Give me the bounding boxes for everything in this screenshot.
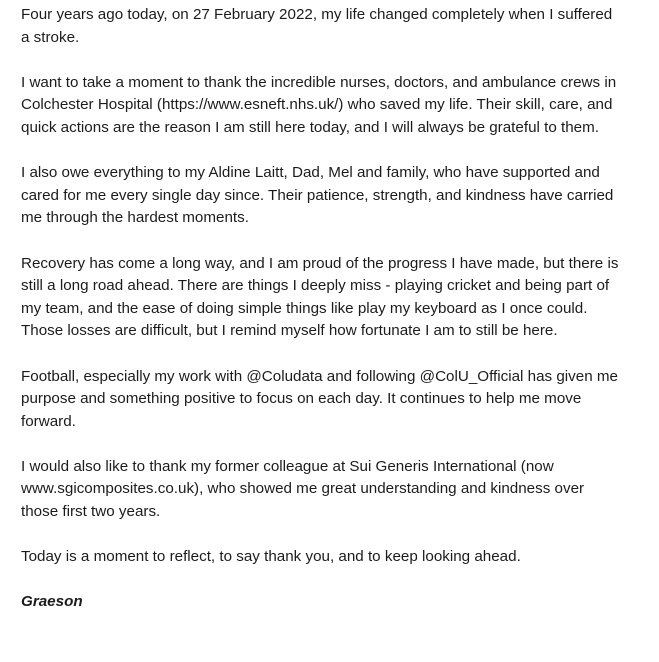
paragraph-thanks-hospital: I want to take a moment to thank the incredible nurses, doctors, and ambulance crews in Colchester Hospital (https://www.esneft.nhs.uk/) who saved my life. Their skill, care, and quick actions are the reason I am still here today, and I will always be grateful to them. — [21, 73, 617, 136]
signature: Graeson — [21, 593, 83, 611]
paragraph-stroke-anniversary: Four years ago today, on 27 February 2022, my life changed completely when I suffered a stroke. — [21, 6, 613, 46]
paragraph-football: Football, especially my work with @Coludata and following @ColU_Official has given me purpose and something positive to focus on each day. It continues to help me move forward. — [21, 367, 618, 430]
paragraph-thanks-family: I also owe everything to my Aldine Laitt, Dad, Mel and family, who have supported and cared for me every single day since. Their patience, strength, and kindness have carried me through the hardest moments. — [21, 164, 614, 227]
paragraph-recovery: Recovery has come a long way, and I am proud of the progress I have made, but there is still a long road ahead. There are things I deeply miss - playing cricket and being part of my team, and the ease of doing simple things like play my keyboard as I once could. Those losses are difficult, but I remind myself how fortunate I am to still be here. — [21, 254, 619, 340]
paragraph-reflect: Today is a moment to reflect, to say thank you, and to keep looking ahead. — [21, 548, 521, 566]
paragraph-thanks-colleague: I would also like to thank my former colleague at Sui Generis International (now www.sgicomposites.co.uk), who showed me great understanding and kindness over those first two years. — [21, 457, 585, 521]
